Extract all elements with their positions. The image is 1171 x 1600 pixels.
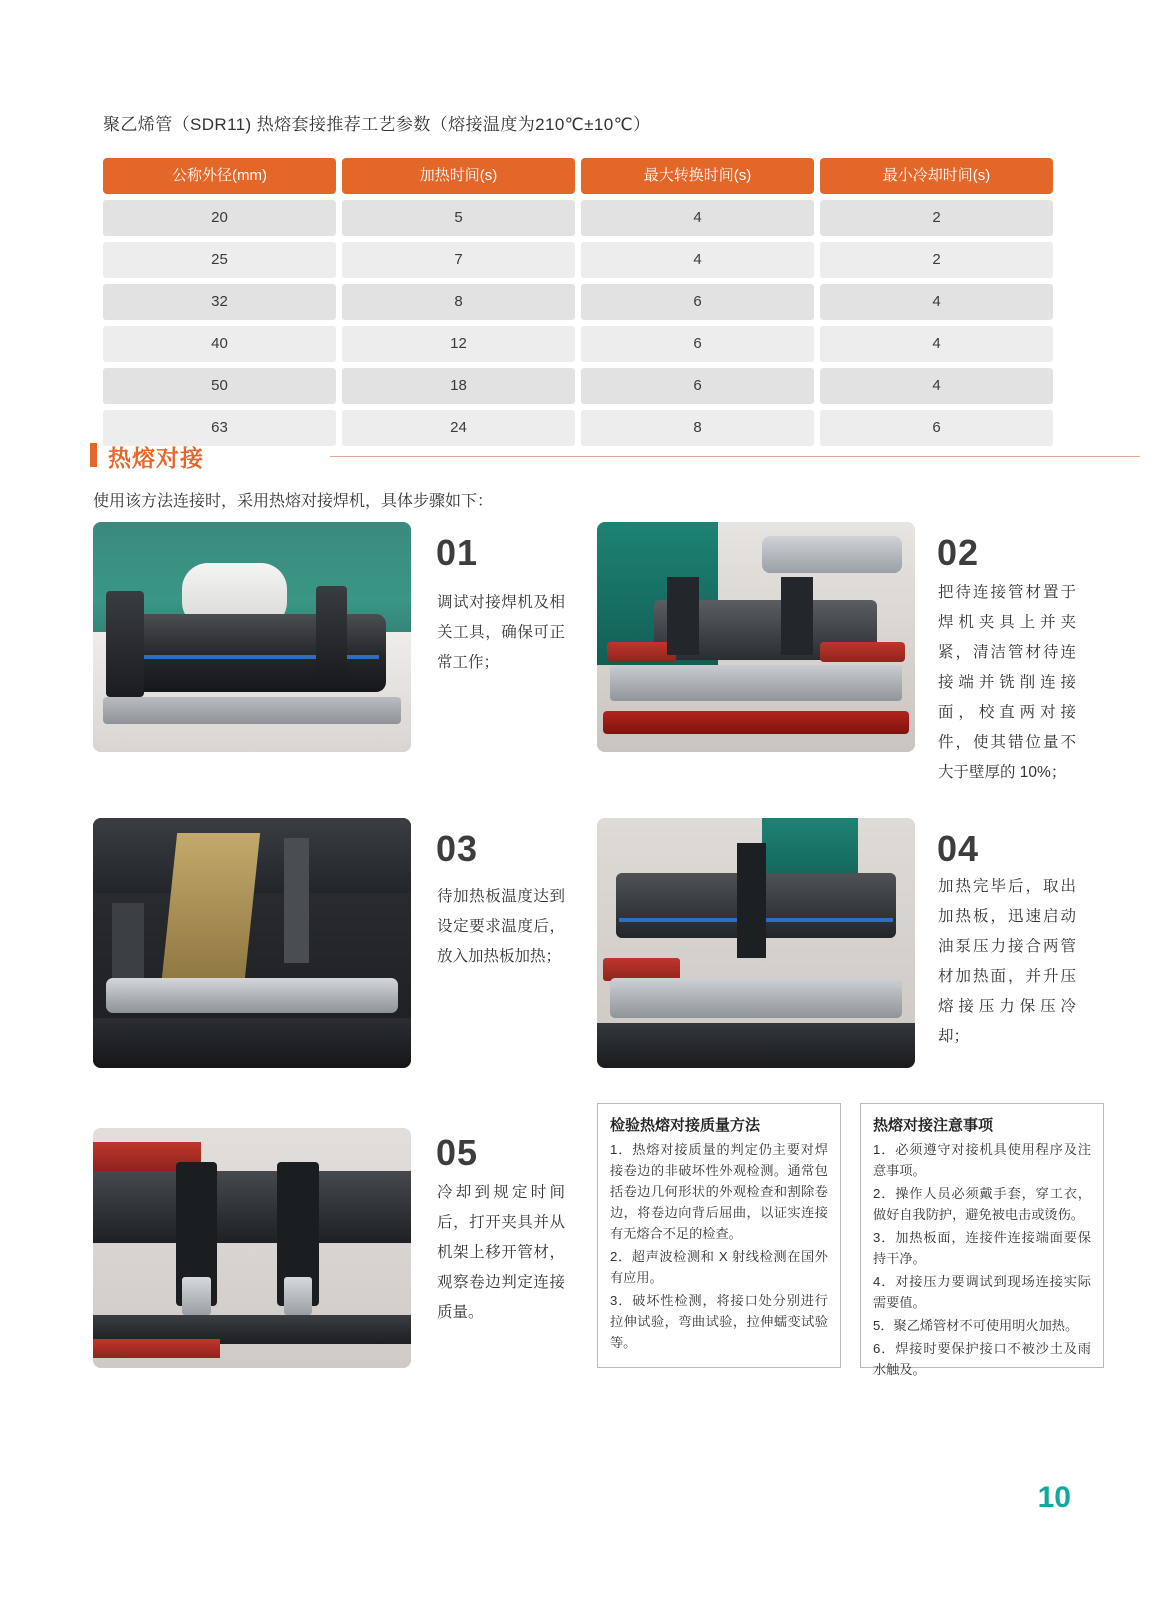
table-cell: 20 — [103, 200, 336, 236]
photo-detail — [737, 843, 766, 958]
table-cell: 4 — [581, 242, 814, 278]
infobox-body — [598, 1139, 840, 1365]
table-cell: 7 — [342, 242, 575, 278]
infobox-line: 1．热熔对接质量的判定仍主要对焊接卷边的非破坏性外观检测。通常包括卷边几何形状的外观检查和割除卷边，将卷边向背后屈曲，以证实连接有无熔合不足的检查。 — [610, 1142, 828, 1241]
process-parameter-table — [103, 158, 1053, 452]
photo-step-03 — [93, 818, 411, 1068]
section-intro: 使用该方法连接时，采用热熔对接焊机，具体步骤如下： — [93, 493, 494, 510]
infobox-quality-inspection — [597, 1103, 841, 1368]
infobox-precautions — [860, 1103, 1104, 1377]
photo-detail — [106, 591, 144, 697]
photo-step-01 — [93, 522, 411, 752]
step-number-03: 03 — [436, 828, 479, 869]
step-number-01: 01 — [436, 532, 479, 573]
table-cell: 2 — [820, 242, 1053, 278]
table-cell: 18 — [342, 368, 575, 404]
table-cell: 25 — [103, 242, 336, 278]
photo-detail — [316, 586, 348, 678]
photo-detail — [610, 978, 903, 1018]
section-divider — [330, 456, 1140, 457]
table-cell: 6 — [820, 410, 1053, 446]
photo-detail — [106, 978, 399, 1013]
photo-detail — [762, 536, 902, 573]
table-cell: 6 — [581, 326, 814, 362]
table-row — [103, 242, 1053, 278]
table-row — [103, 284, 1053, 320]
photo-detail — [284, 1277, 313, 1315]
table-header-cell: 最大转换时间(s) — [581, 158, 814, 194]
step-text-04: 加热完毕后，取出加热板，迅速启动油泵压力接合两管材加热面，并升压熔接压力保压冷却； — [938, 878, 1076, 1045]
section-title: 热熔对接 — [108, 445, 204, 471]
table-cell: 4 — [820, 284, 1053, 320]
table-cell: 4 — [820, 326, 1053, 362]
table-cell: 4 — [581, 200, 814, 236]
table-cell: 2 — [820, 200, 1053, 236]
step-text-01: 调试对接焊机及相关工具，确保可正常工作； — [437, 594, 565, 671]
table-header-cell: 公称外径(mm) — [103, 158, 336, 194]
step-number-02: 02 — [937, 532, 980, 573]
photo-detail — [781, 577, 813, 655]
table-caption: 聚乙烯管（SDR11) 热熔套接推荐工艺参数（熔接温度为210℃±10℃） — [103, 115, 651, 134]
photo-detail — [597, 1023, 915, 1068]
photo-detail — [131, 614, 385, 692]
table-cell: 8 — [342, 284, 575, 320]
table-cell: 40 — [103, 326, 336, 362]
table-row — [103, 326, 1053, 362]
step-text-03: 待加热板温度达到设定要求温度后，放入加热板加热； — [437, 888, 565, 965]
table-header-row — [103, 158, 1053, 194]
table-cell: 6 — [581, 368, 814, 404]
table-row — [103, 200, 1053, 236]
table-cell: 6 — [581, 284, 814, 320]
photo-detail — [603, 711, 908, 734]
table-cell: 32 — [103, 284, 336, 320]
infobox-line: 5．聚乙烯管材不可使用明火加热。 — [873, 1318, 1079, 1333]
table-cell: 63 — [103, 410, 336, 446]
table-header-cell: 最小冷却时间(s) — [820, 158, 1053, 194]
section-accent-bar — [90, 443, 97, 467]
photo-detail — [93, 1171, 411, 1243]
infobox-line: 3．加热板面，连接件连接端面要保持干净。 — [873, 1230, 1091, 1266]
table-cell: 24 — [342, 410, 575, 446]
photo-detail — [103, 697, 402, 725]
photo-detail — [161, 833, 260, 988]
photo-detail — [112, 903, 144, 978]
photo-detail — [820, 642, 906, 663]
infobox-line: 3．破坏性检测，将接口处分别进行拉伸试验，弯曲试验，拉伸蠕变试验等。 — [610, 1293, 828, 1350]
table-cell: 5 — [342, 200, 575, 236]
step-text-02: 把待连接管材置于焊机夹具上并夹紧，清洁管材待连接端并铣削连接面，校直两对接件，使其错位量不大于壁厚的 10%； — [938, 584, 1076, 781]
infobox-line: 6．焊接时要保护接口不被沙土及雨水触及。 — [873, 1341, 1091, 1377]
infobox-line: 1．必须遵守对接机具使用程序及注意事项。 — [873, 1142, 1091, 1178]
table-row — [103, 368, 1053, 404]
photo-detail — [182, 1277, 211, 1315]
photo-step-02 — [597, 522, 915, 752]
step-number-05: 05 — [436, 1132, 479, 1173]
photo-detail — [610, 665, 903, 702]
photo-detail — [284, 838, 309, 963]
photo-detail — [93, 1339, 220, 1358]
infobox-body — [861, 1139, 1103, 1392]
table-cell: 4 — [820, 368, 1053, 404]
section-heading — [90, 440, 1050, 470]
step-text-05: 冷却到规定时间后，打开夹具并从机架上移开管材，观察卷边判定连接质量。 — [437, 1184, 565, 1321]
photo-step-05 — [93, 1128, 411, 1368]
infobox-line: 4．对接压力要调试到现场连接实际需要值。 — [873, 1274, 1091, 1310]
infobox-line: 2．操作人员必须戴手套，穿工衣，做好自我防护，避免被电击或烫伤。 — [873, 1186, 1091, 1222]
table-cell: 8 — [581, 410, 814, 446]
photo-step-04 — [597, 818, 915, 1068]
infobox-title: 检验热熔对接质量方法 — [610, 1117, 761, 1134]
photo-detail — [667, 577, 699, 655]
infobox-line: 2．超声波检测和 X 射线检测在国外有应用。 — [610, 1249, 828, 1285]
table-cell: 12 — [342, 326, 575, 362]
table-header-cell: 加热时间(s) — [342, 158, 575, 194]
table-cell: 50 — [103, 368, 336, 404]
photo-detail — [93, 1018, 411, 1068]
step-number-04: 04 — [937, 828, 980, 869]
page-number: 10 — [1037, 1481, 1071, 1514]
infobox-title: 热熔对接注意事项 — [873, 1117, 994, 1134]
